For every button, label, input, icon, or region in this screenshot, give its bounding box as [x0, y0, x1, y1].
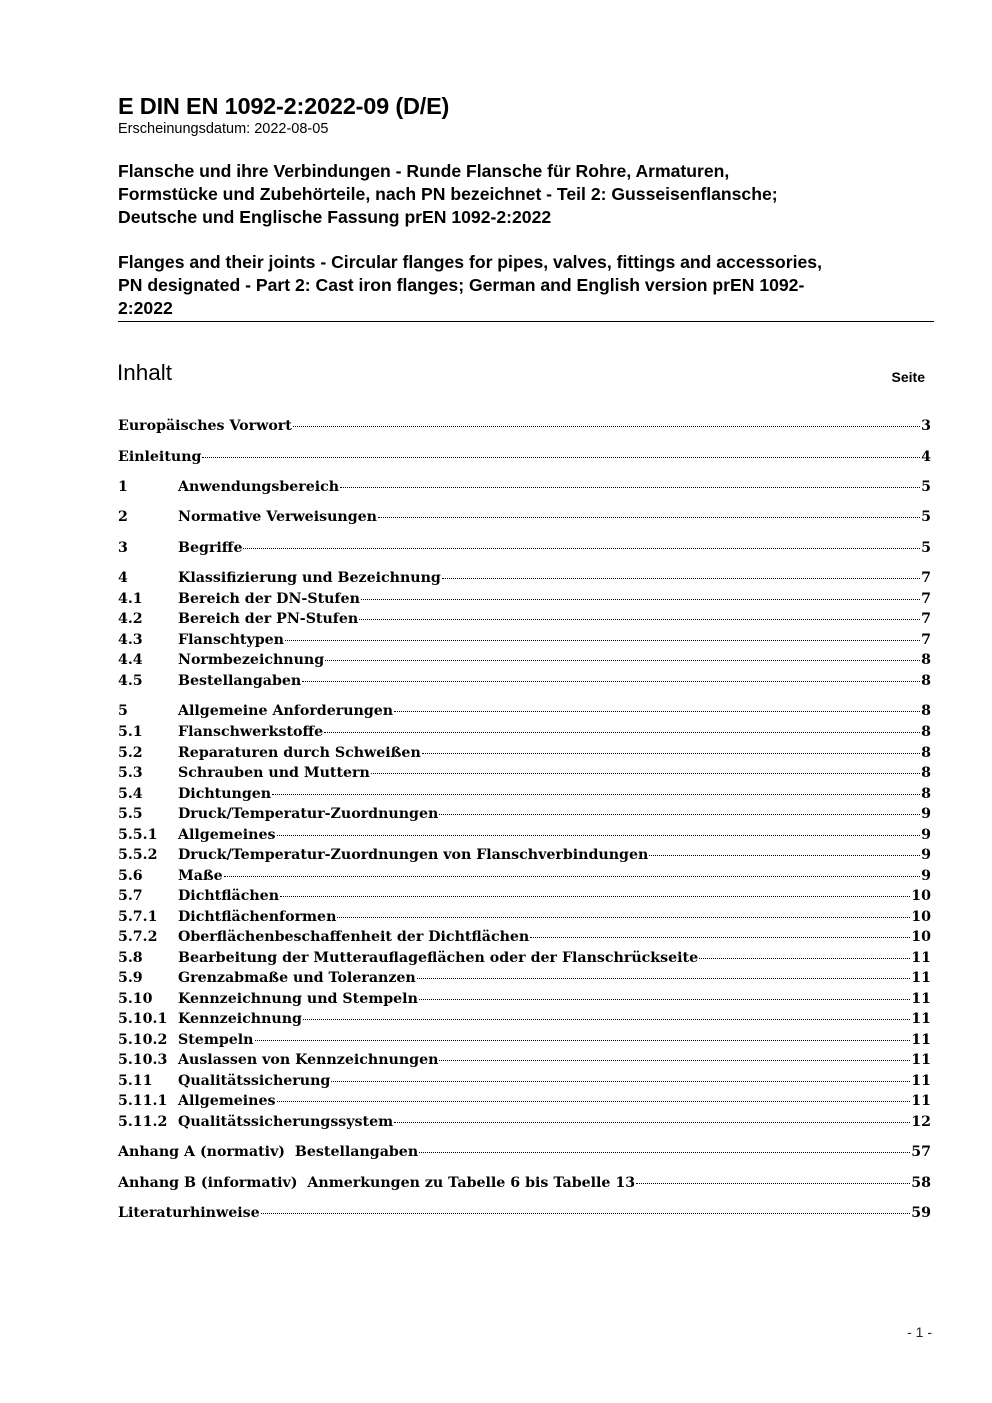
toc-entry[interactable]	[118, 745, 931, 765]
english-title-line: Flanges and their joints - Circular flanges for pipes, valves, fittings and accessories,	[118, 252, 822, 272]
toc-entry-number: 5.5	[118, 806, 143, 822]
toc-entry-number: 5.9	[118, 970, 143, 986]
document-title: E DIN EN 1092-2:2022-09 (D/E)	[118, 93, 450, 119]
toc-dot-leader	[530, 937, 910, 938]
toc-entry-page: 10	[911, 909, 931, 925]
toc-entry-title: Bereich der PN-Stufen	[178, 611, 359, 627]
toc-dot-leader	[302, 681, 920, 682]
toc-dot-leader	[340, 487, 920, 488]
toc-entry-number: 5.10.2	[118, 1032, 168, 1048]
toc-entry[interactable]	[118, 509, 931, 529]
toc-entry-page: 58	[911, 1175, 931, 1191]
toc-entry-title: Flanschtypen	[178, 632, 284, 648]
toc-entry[interactable]	[118, 652, 931, 672]
toc-entry-number: 4.2	[118, 611, 143, 627]
toc-entry-number: 5.10.3	[118, 1052, 168, 1068]
toc-entry-title: Allgemeine Anforderungen	[178, 703, 394, 719]
toc-dot-leader	[419, 1152, 910, 1153]
toc-dot-leader	[277, 1101, 911, 1102]
toc-dot-leader	[439, 1060, 910, 1061]
toc-entry[interactable]	[118, 1073, 931, 1093]
toc-entry[interactable]	[118, 479, 931, 499]
toc-entry-title: Maße	[178, 868, 223, 884]
toc-entry-title: Schrauben und Muttern	[178, 765, 370, 781]
toc-entry-number: 5.7.1	[118, 909, 158, 925]
toc-entry[interactable]	[118, 703, 931, 723]
toc-entry-page: 9	[921, 847, 931, 863]
german-title-line: Formstücke und Zubehörteile, nach PN bezeichnet - Teil 2: Gusseisenflansche;	[118, 184, 778, 205]
toc-entry-title: Druck/Temperatur-Zuordnungen von Flanschverbindungen	[178, 847, 649, 863]
toc-entry-page: 12	[911, 1114, 931, 1130]
toc-dot-leader	[272, 794, 920, 795]
toc-dot-leader	[224, 876, 920, 877]
toc-entry-page: 5	[921, 509, 931, 525]
page-column-label: Seite	[891, 369, 925, 385]
toc-dot-leader	[419, 999, 910, 1000]
toc-entry-page: 11	[911, 950, 931, 966]
toc-entry[interactable]	[118, 673, 931, 693]
toc-entry-title: Flanschwerkstoffe	[178, 724, 324, 740]
toc-entry-title: Auslassen von Kennzeichnungen	[178, 1052, 439, 1068]
toc-entry-page: 11	[911, 1032, 931, 1048]
toc-dot-leader	[378, 517, 920, 518]
toc-entry-title: Dichtflächenformen	[178, 909, 337, 925]
toc-entry-page: 9	[921, 827, 931, 843]
toc-dot-leader	[277, 835, 921, 836]
toc-entry-page: 7	[921, 591, 931, 607]
toc-entry-page: 8	[921, 765, 931, 781]
toc-entry-title: Anhang A (normativ) Bestellangaben	[118, 1144, 419, 1160]
toc-entry-title: Qualitätssicherung	[178, 1073, 331, 1089]
toc-entry-page: 3	[921, 418, 931, 434]
toc-dot-leader	[331, 1081, 910, 1082]
toc-dot-leader	[422, 753, 920, 754]
toc-entry-page: 10	[911, 888, 931, 904]
toc-entry[interactable]	[118, 1205, 931, 1225]
toc-entry-title: Reparaturen durch Schweißen	[178, 745, 421, 761]
toc-entry-title: Grenzabmaße und Toleranzen	[178, 970, 416, 986]
toc-entry[interactable]	[118, 1175, 931, 1195]
toc-entry-number: 1	[118, 479, 128, 495]
toc-entry-page: 11	[911, 970, 931, 986]
toc-entry-number: 5.4	[118, 786, 143, 802]
english-title-line: 2:2022	[118, 298, 173, 319]
toc-dot-leader	[243, 548, 920, 549]
toc-entry-number: 5.7	[118, 888, 143, 904]
toc-entry-page: 7	[921, 632, 931, 648]
toc-entry-title: Stempeln	[178, 1032, 254, 1048]
toc-entry[interactable]	[118, 591, 931, 611]
toc-dot-leader	[699, 958, 910, 959]
toc-entry-title: Kennzeichnung	[178, 1011, 302, 1027]
toc-entry-number: 4	[118, 570, 128, 586]
toc-entry-title: Allgemeines	[178, 827, 276, 843]
toc-entry-number: 5.5.1	[118, 827, 158, 843]
toc-entry-number: 5.7.2	[118, 929, 158, 945]
toc-entry[interactable]	[118, 1052, 931, 1072]
toc-entry-title: Allgemeines	[178, 1093, 276, 1109]
toc-entry[interactable]	[118, 970, 931, 990]
toc-entry-number: 5.3	[118, 765, 143, 781]
toc-entry-number: 5.11.1	[118, 1093, 168, 1109]
toc-entry-page: 8	[921, 745, 931, 761]
toc-entry-number: 5.1	[118, 724, 143, 740]
toc-entry-title: Begriffe	[178, 540, 243, 556]
toc-entry-title: Bearbeitung der Mutterauflageflächen oder der Flanschrückseite	[178, 950, 699, 966]
toc-entry-number: 4.3	[118, 632, 143, 648]
toc-dot-leader	[280, 896, 910, 897]
toc-entry-number: 5.6	[118, 868, 143, 884]
toc-entry-number: 5.10.1	[118, 1011, 168, 1027]
toc-dot-leader	[325, 660, 920, 661]
toc-dot-leader	[303, 1019, 910, 1020]
toc-entry-number: 4.4	[118, 652, 143, 668]
toc-entry-number: 3	[118, 540, 128, 556]
toc-entry-title: Dichtungen	[178, 786, 272, 802]
german-title-line: Flansche und ihre Verbindungen - Runde Flansche für Rohre, Armaturen,	[118, 161, 730, 181]
toc-entry-title: Dichtflächen	[178, 888, 280, 904]
toc-entry-number: 5.11.2	[118, 1114, 168, 1130]
toc-entry-number: 4.1	[118, 591, 143, 607]
toc-dot-leader	[394, 711, 920, 712]
toc-entry-page: 4	[921, 449, 931, 465]
toc-entry-number: 5.2	[118, 745, 143, 761]
toc-entry-page: 11	[911, 1073, 931, 1089]
toc-entry-number: 5.10	[118, 991, 153, 1007]
toc-entry-page: 10	[911, 929, 931, 945]
toc-entry-title: Bestellangaben	[178, 673, 302, 689]
toc-entry-number: 5.11	[118, 1073, 153, 1089]
toc-entry-title: Kennzeichnung und Stempeln	[178, 991, 418, 1007]
toc-entry-number: 5.8	[118, 950, 143, 966]
toc-entry-page: 7	[921, 611, 931, 627]
toc-entry[interactable]	[118, 888, 931, 908]
toc-entry-page: 5	[921, 540, 931, 556]
toc-dot-leader	[359, 619, 920, 620]
page-number: - 1 -	[907, 1324, 932, 1340]
toc-entry-title: Normbezeichnung	[178, 652, 325, 668]
toc-entry-title: Anwendungsbereich	[178, 479, 340, 495]
toc-dot-leader	[293, 426, 920, 427]
toc-entry[interactable]	[118, 449, 931, 469]
toc-entry-title: Bereich der DN-Stufen	[178, 591, 360, 607]
toc-entry[interactable]	[118, 1144, 931, 1164]
toc-entry-page: 8	[921, 673, 931, 689]
toc-entry-title: Normative Verweisungen	[178, 509, 377, 525]
german-title-line: Deutsche und Englische Fassung prEN 1092-2:2022	[118, 207, 552, 228]
toc-entry[interactable]	[118, 724, 931, 744]
toc-dot-leader	[261, 1213, 911, 1214]
toc-entry-page: 11	[911, 1093, 931, 1109]
toc-dot-leader	[361, 599, 920, 600]
toc-entry[interactable]	[118, 868, 931, 888]
toc-entry[interactable]	[118, 806, 931, 826]
toc-entry[interactable]	[118, 418, 931, 438]
toc-entry-page: 8	[921, 724, 931, 740]
toc-entry-page: 8	[921, 703, 931, 719]
toc-entry[interactable]	[118, 950, 931, 970]
toc-entry-title: Klassifizierung und Bezeichnung	[178, 570, 441, 586]
toc-entry-number: 5.5.2	[118, 847, 158, 863]
toc-entry[interactable]	[118, 632, 931, 652]
toc-entry[interactable]	[118, 786, 931, 806]
toc-entry[interactable]	[118, 827, 931, 847]
toc-entry-page: 11	[911, 1052, 931, 1068]
toc-entry[interactable]	[118, 909, 931, 929]
toc-entry-title: Literaturhinweise	[118, 1205, 260, 1221]
toc-entry[interactable]	[118, 1114, 931, 1134]
toc-entry-page: 8	[921, 652, 931, 668]
toc-entry[interactable]	[118, 765, 931, 785]
toc-entry-title: Einleitung	[118, 449, 202, 465]
toc-entry-page: 11	[911, 1011, 931, 1027]
toc-entry-page: 59	[911, 1205, 931, 1221]
toc-dot-leader	[324, 732, 920, 733]
toc-dot-leader	[371, 773, 920, 774]
toc-entry-page: 57	[911, 1144, 931, 1160]
toc-dot-leader	[255, 1040, 911, 1041]
toc-dot-leader	[337, 917, 910, 918]
toc-dot-leader	[649, 855, 920, 856]
toc-dot-leader	[202, 457, 920, 458]
toc-entry-title: Qualitätssicherungssystem	[178, 1114, 394, 1130]
toc-heading: Inhalt	[117, 360, 173, 385]
toc-entry-number: 5	[118, 703, 128, 719]
toc-entry-number: 4.5	[118, 673, 143, 689]
toc-entry-page: 8	[921, 786, 931, 802]
toc-entry[interactable]	[118, 611, 931, 631]
toc-entry-page: 9	[921, 868, 931, 884]
toc-dot-leader	[417, 978, 911, 979]
toc-entry[interactable]	[118, 847, 931, 867]
toc-entry[interactable]	[118, 1093, 931, 1113]
toc-dot-leader	[442, 578, 920, 579]
toc-entry-page: 5	[921, 479, 931, 495]
toc-entry-title: Europäisches Vorwort	[118, 418, 292, 434]
toc-entry-page: 7	[921, 570, 931, 586]
publication-date: Erscheinungsdatum: 2022-08-05	[118, 121, 329, 137]
toc-dot-leader	[285, 640, 920, 641]
table-of-contents	[118, 0, 931, 1300]
toc-entry-number: 2	[118, 509, 128, 525]
toc-dot-leader	[394, 1122, 910, 1123]
toc-entry[interactable]	[118, 1011, 931, 1031]
toc-entry[interactable]	[118, 929, 931, 949]
toc-entry[interactable]	[118, 570, 931, 590]
english-title-line: PN designated - Part 2: Cast iron flanges; German and English version prEN 1092-	[118, 275, 805, 296]
toc-dot-leader	[636, 1183, 910, 1184]
toc-entry-title: Anhang B (informativ) Anmerkungen zu Tabelle 6 bis Tabelle 13	[118, 1175, 636, 1191]
toc-entry-page: 11	[911, 991, 931, 1007]
toc-entry-title: Druck/Temperatur-Zuordnungen	[178, 806, 439, 822]
toc-entry-page: 9	[921, 806, 931, 822]
toc-entry-title: Oberflächenbeschaffenheit der Dichtflächen	[178, 929, 530, 945]
toc-entry[interactable]	[118, 540, 931, 560]
toc-dot-leader	[439, 814, 920, 815]
toc-entry[interactable]	[118, 991, 931, 1011]
toc-entry[interactable]	[118, 1032, 931, 1052]
